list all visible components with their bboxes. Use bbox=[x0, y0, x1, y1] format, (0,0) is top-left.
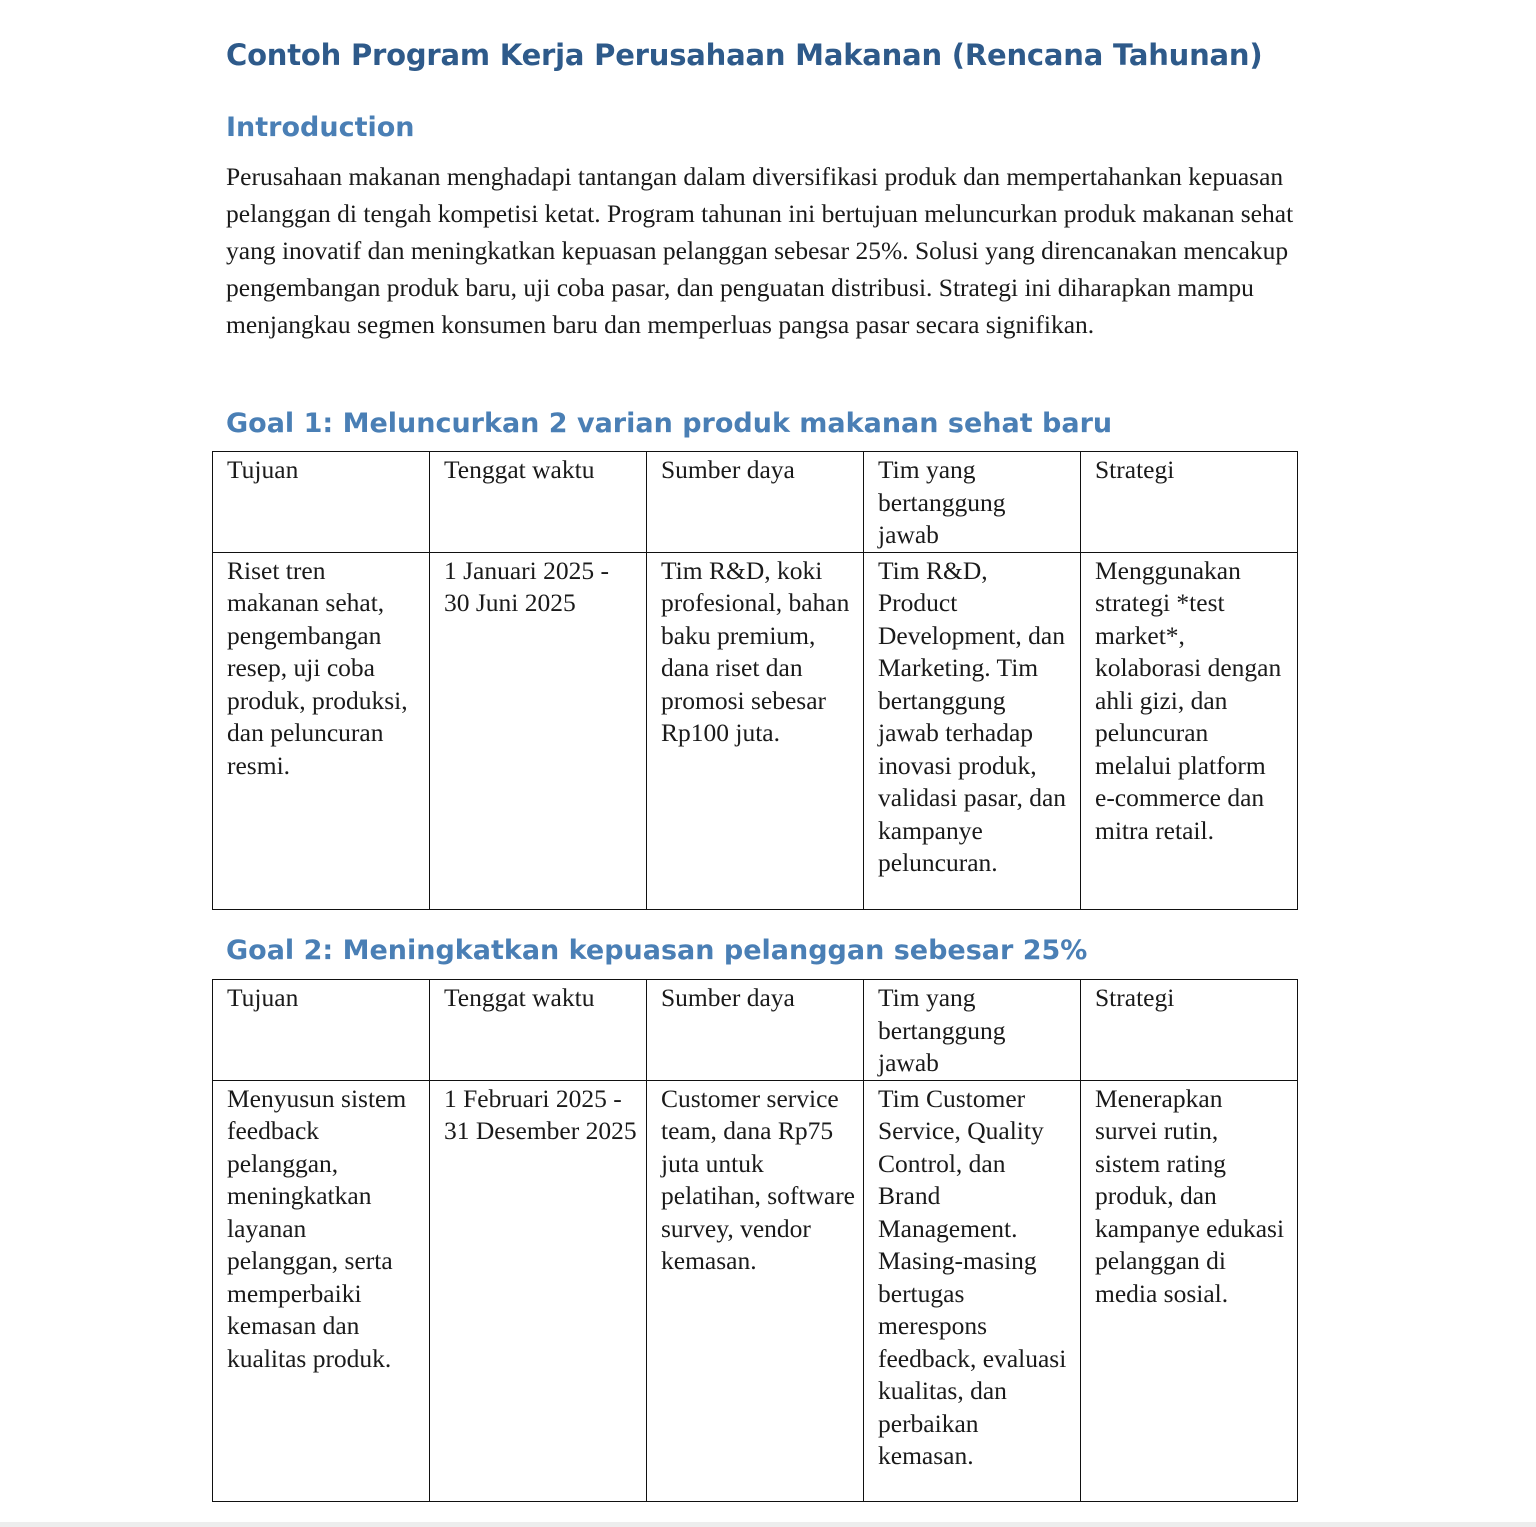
header-cell-tujuan: Tujuan bbox=[213, 452, 430, 553]
goal-2-heading: Goal 2: Meningkatkan kepuasan pelanggan sebesar 25% bbox=[226, 935, 1088, 966]
cell-tujuan: Riset tren makanan sehat, pengembangan resep, uji coba produk, produksi, dan peluncuran resmi. bbox=[213, 552, 430, 909]
goal-2-table bbox=[212, 979, 1298, 1502]
header-cell-tujuan: Tujuan bbox=[213, 980, 430, 1081]
cell-tenggat-waktu: 1 Januari 2025 - 30 Juni 2025 bbox=[430, 552, 647, 909]
cell-strategi: Menerapkan survei rutin, sistem rating produk, dan kampanye edukasi pelanggan di media sosial. bbox=[1081, 1080, 1298, 1501]
cell-tim: Tim R&D, Product Development, dan Marketing. Tim bertanggung jawab terhadap inovasi produk, validasi pasar, dan kampanye peluncuran. bbox=[864, 552, 1081, 909]
cell-tim: Tim Customer Service, Quality Control, dan Brand Management. Masing-masing bertugas merespons feedback, evaluasi kualitas, dan perbaikan kemasan. bbox=[864, 1080, 1081, 1501]
page-bottom-edge bbox=[0, 1522, 1536, 1527]
introduction-heading: Introduction bbox=[226, 112, 415, 143]
header-cell-strategi: Strategi bbox=[1081, 452, 1298, 553]
table-row bbox=[213, 1080, 1298, 1501]
goal-1-heading: Goal 1: Meluncurkan 2 varian produk makanan sehat baru bbox=[226, 408, 1113, 439]
table-row bbox=[213, 552, 1298, 909]
header-cell-tim: Tim yang bertanggung jawab bbox=[864, 452, 1081, 553]
header-cell-tenggat-waktu: Tenggat waktu bbox=[430, 452, 647, 553]
header-cell-strategi: Strategi bbox=[1081, 980, 1298, 1081]
goal-1-table bbox=[212, 451, 1298, 910]
header-cell-tim: Tim yang bertanggung jawab bbox=[864, 980, 1081, 1081]
cell-tujuan: Menyusun sistem feedback pelanggan, meningkatkan layanan pelanggan, serta memperbaiki kemasan dan kualitas produk. bbox=[213, 1080, 430, 1501]
table-header-row bbox=[213, 980, 1298, 1081]
header-cell-tenggat-waktu: Tenggat waktu bbox=[430, 980, 647, 1081]
cell-tenggat-waktu: 1 Februari 2025 - 31 Desember 2025 bbox=[430, 1080, 647, 1501]
header-cell-sumber-daya: Sumber daya bbox=[647, 452, 864, 553]
cell-sumber-daya: Tim R&D, koki profesional, bahan baku premium, dana riset dan promosi sebesar Rp100 juta. bbox=[647, 552, 864, 909]
introduction-paragraph: Perusahaan makanan menghadapi tantangan dalam diversifikasi produk dan mempertahankan kepuasan pelanggan di tengah kompetisi ketat. Program tahunan ini bertujuan meluncurkan produk makanan sehat yang inovatif dan meningkatkan kepuasan pelanggan sebesar 25%. Solusi yang direncanakan mencakup pengembangan produk baru, uji coba pasar, dan penguatan distribusi. Strategi ini diharapkan mampu menjangkau segmen konsumen baru dan memperluas pangsa pasar secara signifikan. bbox=[226, 162, 1294, 339]
header-cell-sumber-daya: Sumber daya bbox=[647, 980, 864, 1081]
table-header-row bbox=[213, 452, 1298, 553]
cell-sumber-daya: Customer service team, dana Rp75 juta untuk pelatihan, software survey, vendor kemasan. bbox=[647, 1080, 864, 1501]
document-title: Contoh Program Kerja Perusahaan Makanan (Rencana Tahunan) bbox=[226, 38, 1263, 72]
cell-strategi: Menggunakan strategi *test market*, kolaborasi dengan ahli gizi, dan peluncuran melalui platform e-commerce dan mitra retail. bbox=[1081, 552, 1298, 909]
